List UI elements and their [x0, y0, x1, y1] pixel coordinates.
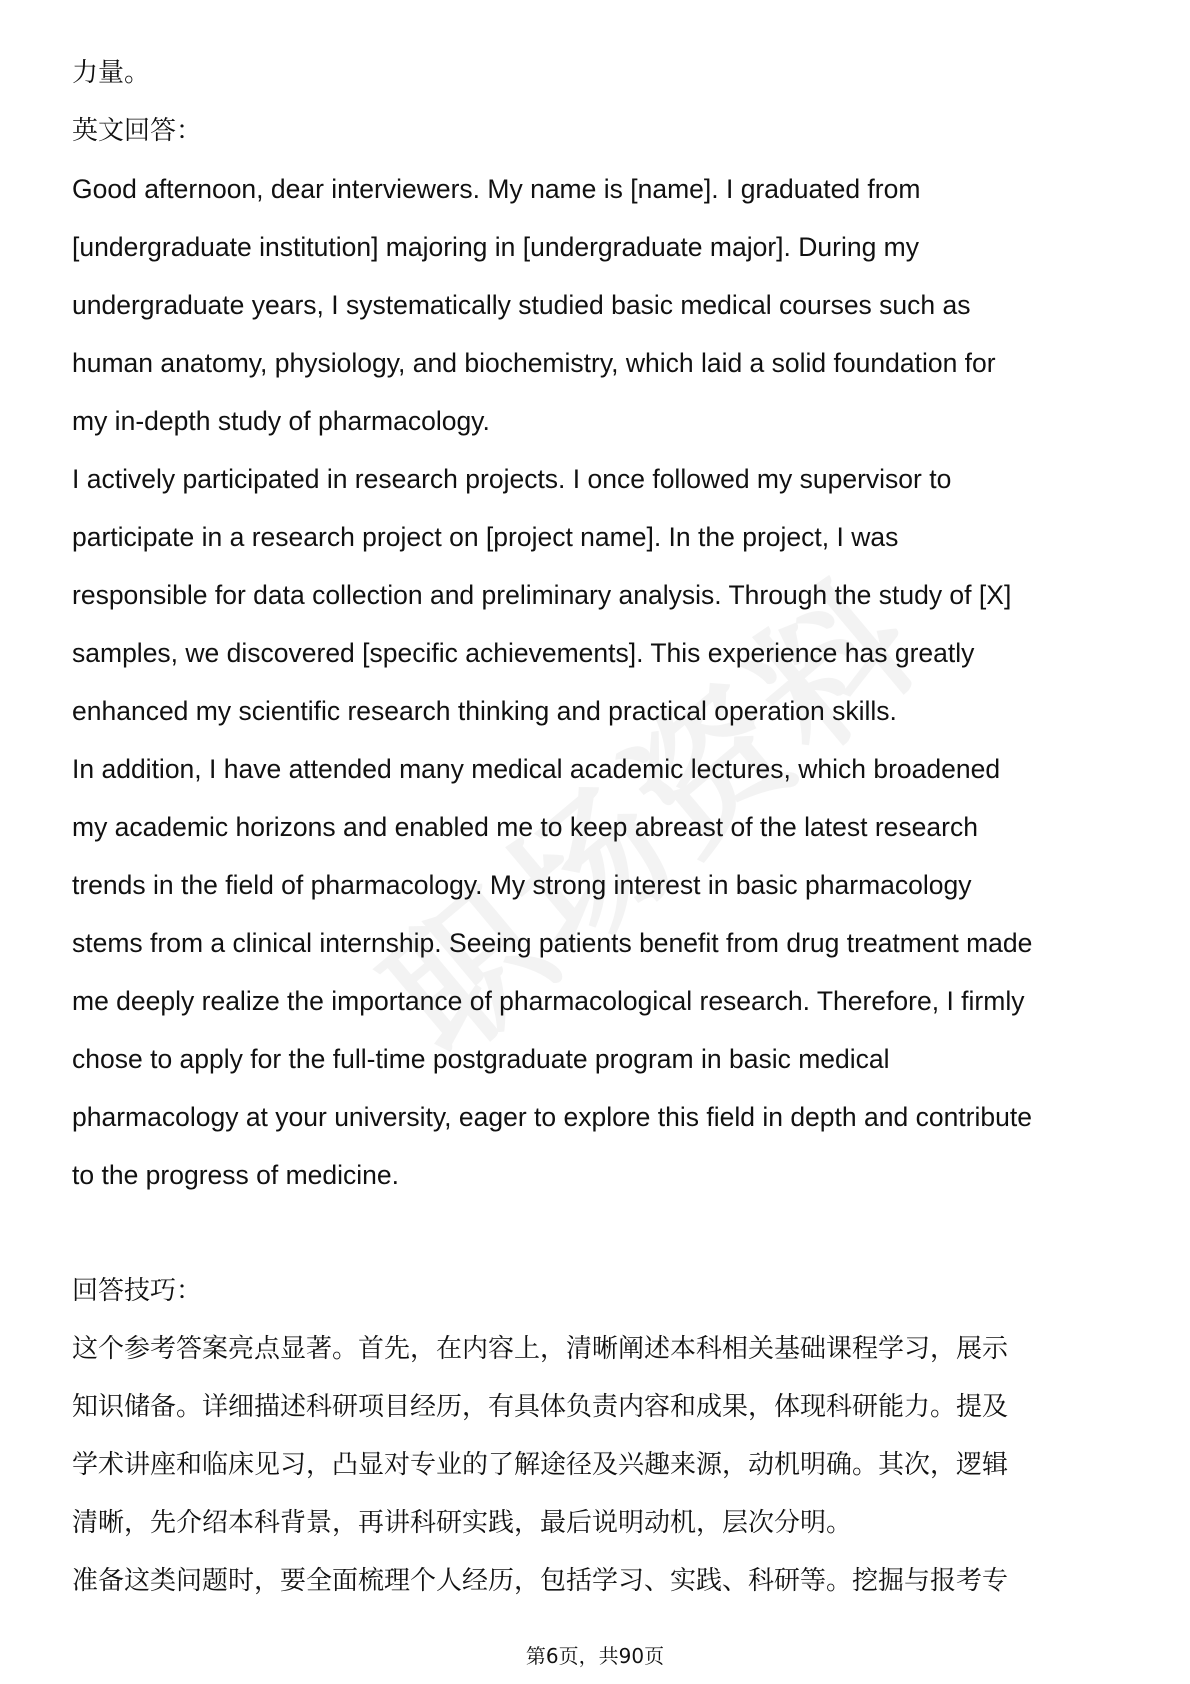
text-line: [undergraduate institution] majoring in [undergraduate major]. During my: [72, 232, 919, 262]
text-line: trends in the field of pharmacology. My strong interest in basic pharmacology: [72, 870, 972, 900]
text-line: I actively participated in research projects. I once followed my supervisor to: [72, 464, 952, 494]
text-line: pharmacology at your university, eager to explore this field in depth and contribute: [72, 1102, 1032, 1132]
text-line: me deeply realize the importance of pharmacological research. Therefore, I firmly: [72, 986, 1025, 1016]
text-line: 这个参考答案亮点显著。首先，在内容上，清晰阐述本科相关基础课程学习，展示: [72, 1334, 1009, 1364]
text-line: 知识储备。详细描述科研项目经历，有具体负责内容和成果，体现科研能力。提及: [72, 1392, 1009, 1422]
text-line: 准备这类问题时，要全面梳理个人经历，包括学习、实践、科研等。挖掘与报考专: [72, 1566, 1009, 1596]
text-line: chose to apply for the full-time postgraduate program in basic medical: [72, 1044, 890, 1074]
text-line: stems from a clinical internship. Seeing patients benefit from drug treatment made: [72, 928, 1033, 958]
text-line: Good afternoon, dear interviewers. My name is [name]. I graduated from: [72, 174, 921, 204]
text-line: enhanced my scientific research thinking and practical operation skills.: [72, 696, 897, 726]
text-line: In addition, I have attended many medical academic lectures, which broadened: [72, 754, 1001, 784]
text-line: 回答技巧：: [72, 1276, 203, 1306]
paragraph-continuation: [72, 44, 1128, 102]
heading-answer-tips: [72, 1262, 1128, 1320]
paragraph-tips-analysis: [72, 1320, 1128, 1552]
text-line: undergraduate years, I systematically studied basic medical courses such as: [72, 290, 971, 320]
text-line: my in-depth study of pharmacology.: [72, 406, 490, 436]
text-line: 英文回答：: [72, 116, 203, 146]
heading-english-answer: [72, 102, 1128, 160]
paragraph-english-motivation: [72, 740, 1128, 1204]
text-line: 清晰，先介绍本科背景，再讲科研实践，最后说明动机，层次分明。: [72, 1508, 853, 1538]
text-line: participate in a research project on [project name]. In the project, I was: [72, 522, 899, 552]
text-line: 力量。: [72, 58, 151, 88]
text-line: my academic horizons and enabled me to keep abreast of the latest research: [72, 812, 978, 842]
document-body: [72, 44, 1128, 1610]
text-line: human anatomy, physiology, and biochemistry, which laid a solid foundation for: [72, 348, 996, 378]
text-line: to the progress of medicine.: [72, 1160, 400, 1190]
paragraph-english-research: [72, 450, 1128, 740]
paragraph-tips-preparation: [72, 1552, 1128, 1610]
paragraph-english-intro: [72, 160, 1128, 450]
page-number: 第6页，共90页: [525, 1644, 665, 1668]
blank-line: [72, 1204, 1128, 1262]
text-line: 学术讲座和临床见习，凸显对专业的了解途径及兴趣来源，动机明确。其次，逻辑: [72, 1450, 1009, 1480]
text-line: responsible for data collection and preliminary analysis. Through the study of [X]: [72, 580, 1012, 610]
text-line: samples, we discovered [specific achievements]. This experience has greatly: [72, 638, 975, 668]
